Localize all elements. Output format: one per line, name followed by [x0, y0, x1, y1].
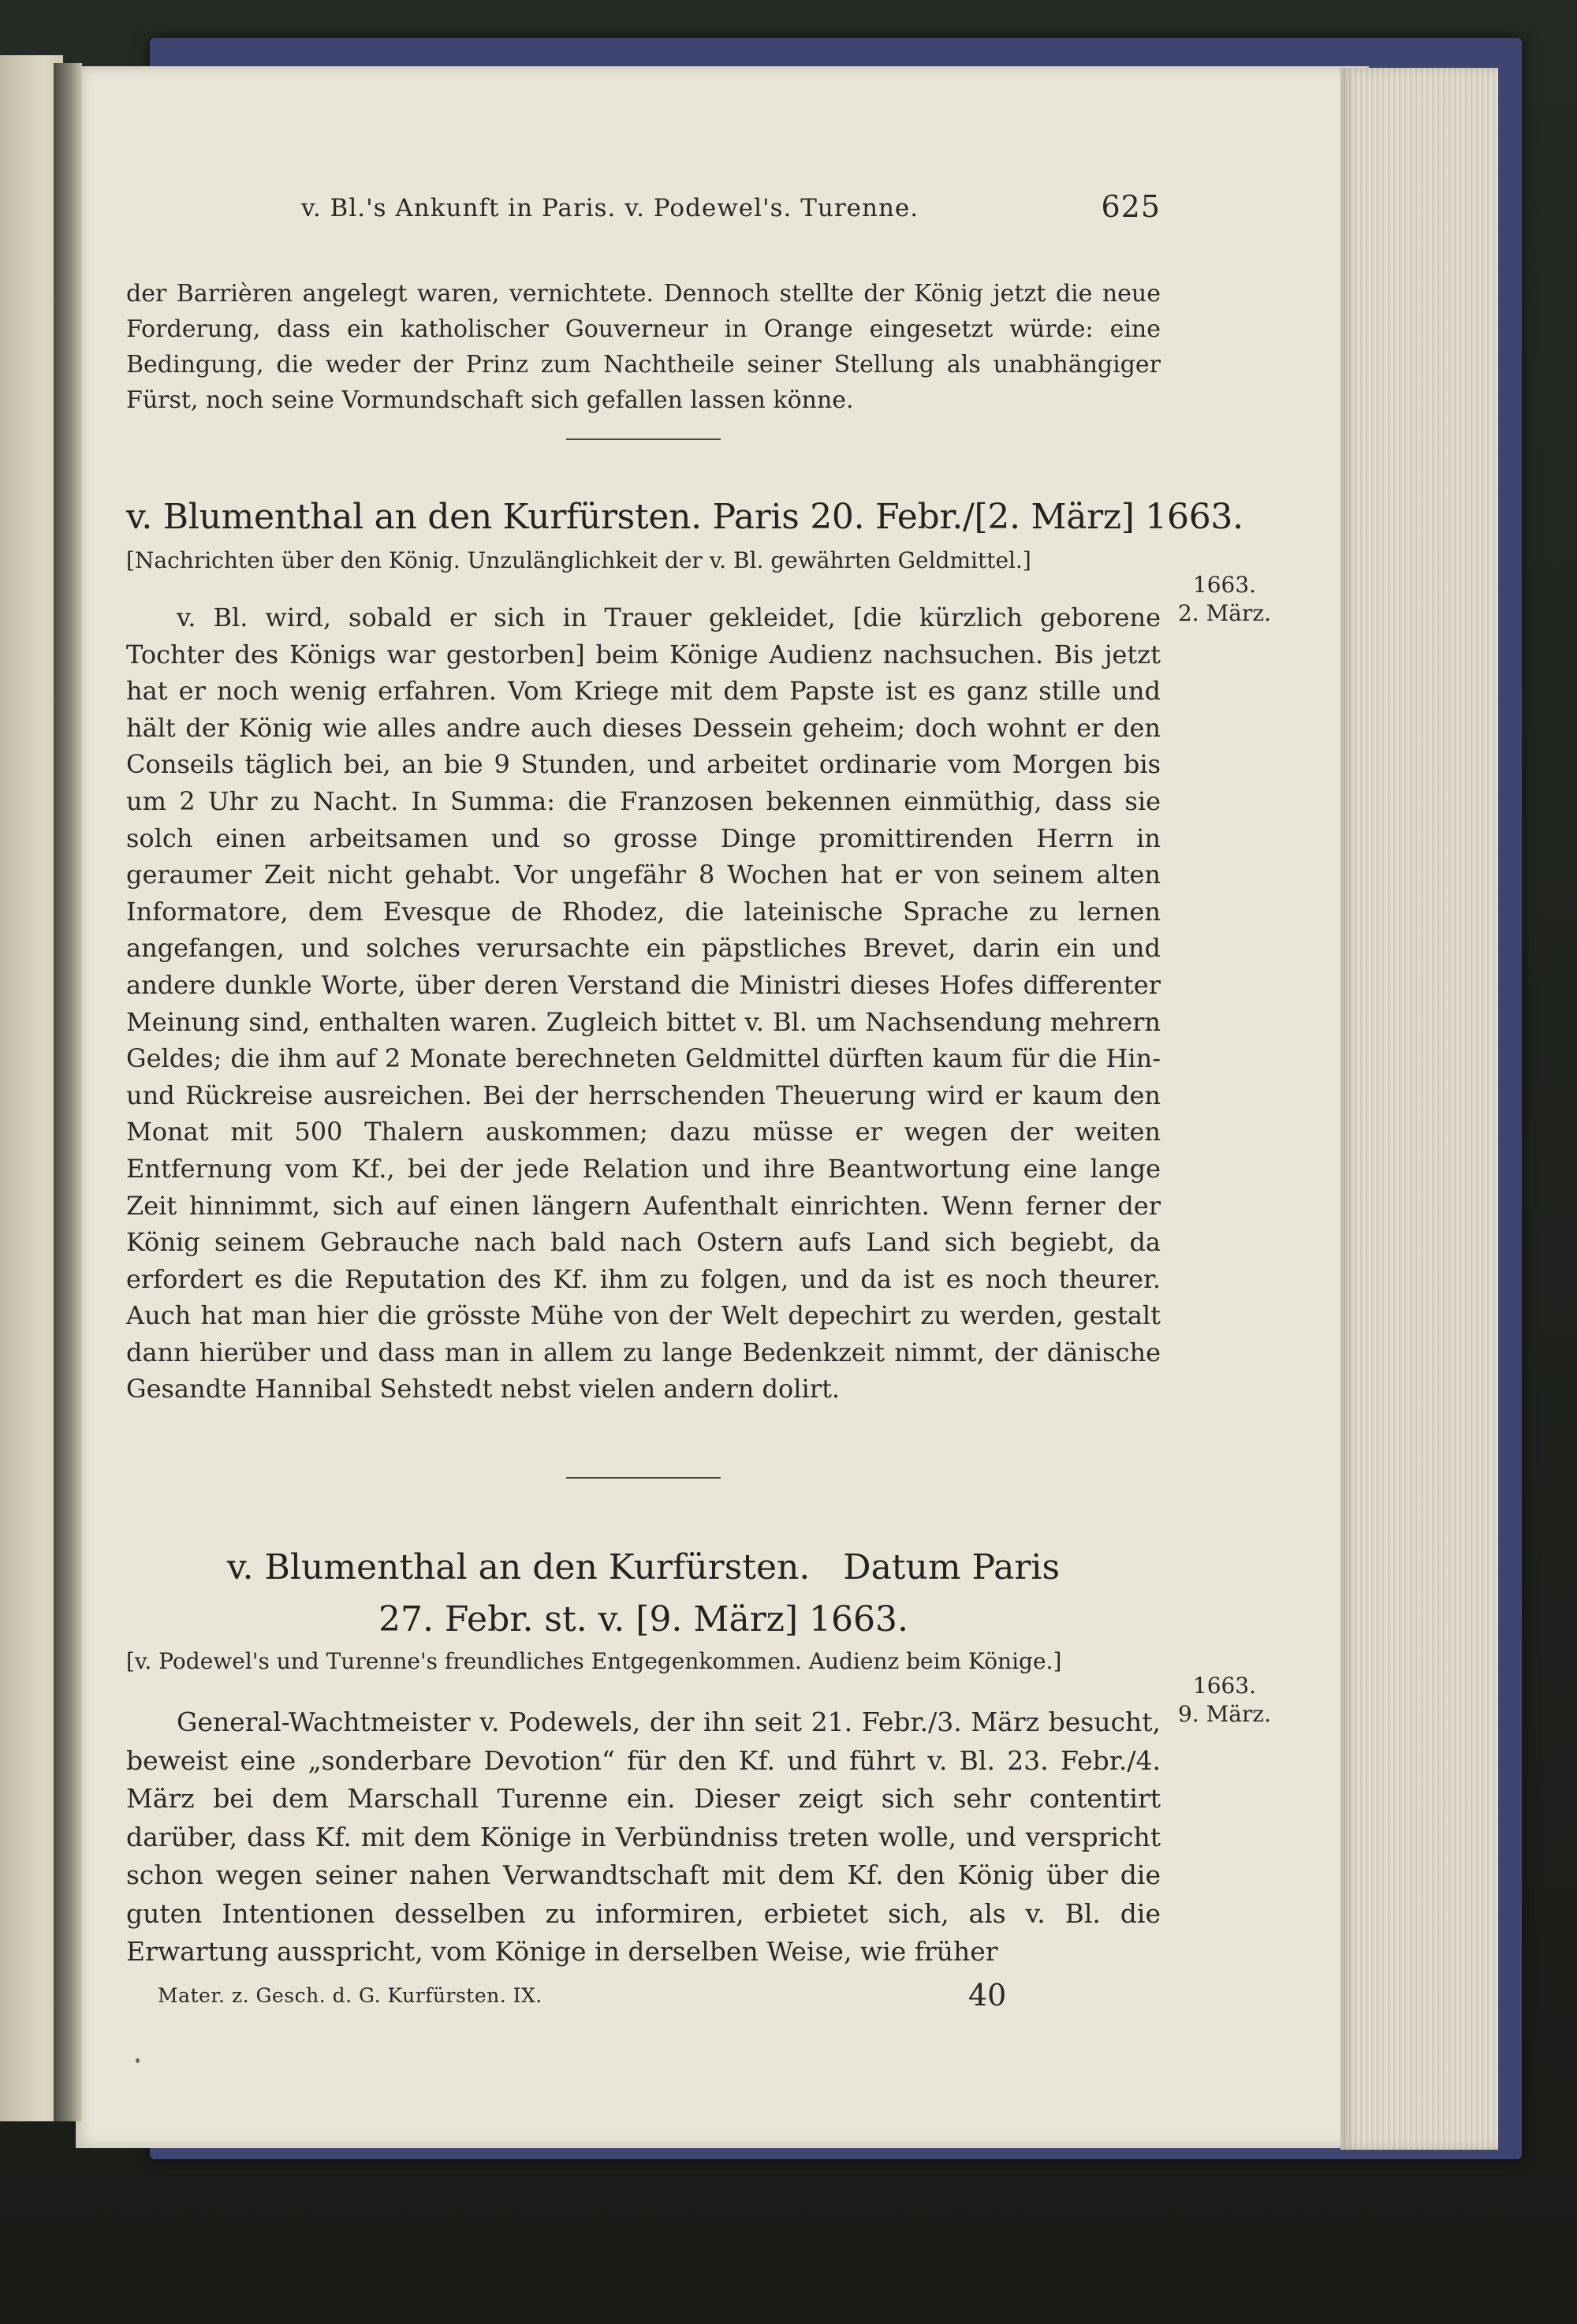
letter-2-margin-year: 1663. [1192, 1673, 1257, 1699]
page-number: 625 [1101, 189, 1161, 224]
section-divider [566, 438, 721, 440]
opening-paragraph: der Barrièren angelegt waren, vernichtete. Dennoch stellte der König jetzt die neue Forderung, dass ein katholischer Gouverneur in Orange eingesetzt würde: eine Bedingung, die weder der Prinz zum Nachtheile seiner Stellung als unabhängiger Fürst, noch seine Vormundschaft sich gefallen lassen könne. [126, 280, 1161, 414]
letter-2-margin-date: 9. März. [1177, 1701, 1271, 1727]
page-footer [126, 1978, 1161, 2017]
letter-2-heading-line-1: v. Blumenthal an den Kurfürsten. Datum Paris [226, 1547, 1061, 1587]
letter-2-body: General-Wachtmeister v. Podewels, der ihn seit 21. Febr./3. März besucht, beweist eine „sonderbare Devotion“ für den Kf. und führt v. Bl. 23. Febr./4. März bei dem Marschall Turenne ein. Dieser zeigt sich sehr contentirt darüber, dass Kf. mit dem Könige in Verbündniss treten wolle, und verspricht schon wegen seiner nahen Verwandtschaft mit dem Kf. den König über die guten Intentionen desselben zu informiren, erbietet sich, als v. Bl. die Erwartung ausspricht, vom Könige in derselben Weise, wie früher [126, 1707, 1161, 1967]
signature-mark: 40 [968, 1978, 1007, 2013]
running-head [126, 189, 1161, 229]
running-title: v. Bl.'s Ankunft in Paris. v. Podewel's. Turenne. [301, 194, 919, 222]
book-gutter [54, 63, 82, 2121]
section-divider [566, 1477, 721, 1479]
letter-1-body: v. Bl. wird, sobald er sich in Trauer gekleidet, [die kürzlich geborene Tochter des Königs war gestorben] beim Könige Audienz nachsuchen. Bis jetzt hat er noch wenig erfahren. Vom Kriege mit dem Papste ist es ganz stille und hält der König wie alles andre auch dieses Dessein geheim; doch wohnt er den Conseils täglich bei, an bie 9 Stunden, und arbeitet ordinarie vom Morgen bis um 2 Uhr zu Nacht. In Summa: die Franzosen bekennen einmüthig, dass sie solch einen arbeitsamen und so grosse Dinge promittirenden Herrn in geraumer Zeit nicht gehabt. Vor ungefähr 8 Wochen hat er von seinem alten Informatore, dem Evesque de Rhodez, die lateinische Sprache zu lernen angefangen, und solches verursachte ein päpstliches Brevet, darin ein und andere dunkle Worte, über deren Verstand die Ministri dieses Hofes differenter Meinung sind, enthalten waren. Zugleich bittet v. Bl. um Nachsendung mehrern Geldes; die ihm auf 2 Monate berechneten Geldmittel dürften kaum für die Hin- und Rückreise ausreichen. Bei der herrschenden Theuerung wird er kaum den Monat mit 500 Thalern auskommen; dazu müsse er wegen der weiten Entfernung vom Kf., bei der jede Relation und ihre Beantwortung eine lange Zeit hinnimmt, sich auf einen längern Aufenthalt einrichten. Wenn ferner der König seinem Gebrauche nach bald nach Ostern aufs Land sich begiebt, da erfordert es die Reputation des Kf. ihm zu folgen, und da ist es noch theurer. Auch hat man hier die grösste Mühe von der Welt depechirt zu werden, gestalt dann hierüber und dass man in allem zu lange Bedenkzeit nimmt, der dänische Gesandte Hannibal Sehstedt nebst vielen andern dolirt. [126, 602, 1161, 1404]
series-title: Mater. z. Gesch. d. G. Kurfürsten. IX. [158, 1984, 542, 2007]
paper-speck [136, 2058, 140, 2063]
letter-1-margin-year: 1663. [1192, 572, 1257, 598]
letter-2-heading [126, 1542, 1161, 1646]
letter-2-heading-line-2: 27. Febr. st. v. [9. März] 1663. [378, 1599, 909, 1639]
letter-2-margin-note [1173, 1672, 1276, 1729]
letter-2-summary: [v. Podewel's und Turenne's freundliches Entgegenkommen. Audienz beim Könige.] [126, 1648, 1062, 1674]
letter-1-margin-note [1173, 571, 1276, 628]
letter-1-margin-date: 2. März. [1177, 600, 1271, 626]
letter-1-heading: v. Blumenthal an den Kurfürsten. Paris 20. Febr./[2. März] 1663. [126, 497, 1243, 537]
letter-1-summary: [Nachrichten über den König. Unzulänglichkeit der v. Bl. gewährten Geldmittel.] [126, 547, 1031, 573]
page-edges [1340, 68, 1498, 2150]
